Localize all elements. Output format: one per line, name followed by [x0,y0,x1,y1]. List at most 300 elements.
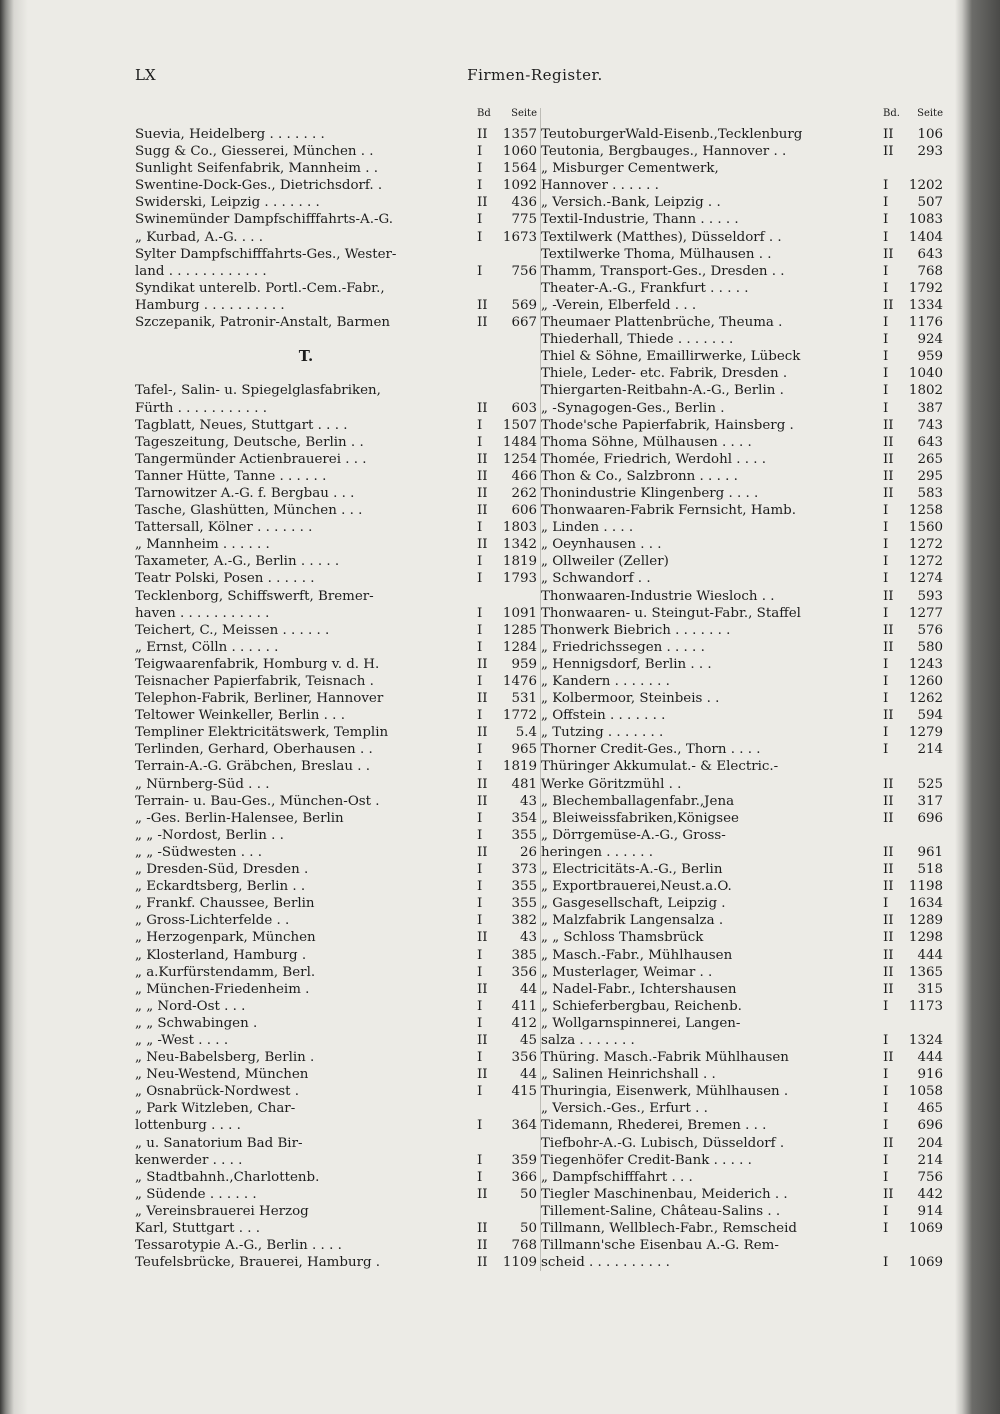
page-ref: 1176 [908,315,943,331]
page-ref: 1634 [908,896,943,912]
register-entry [541,211,943,228]
entry-name: Tiefbohr-A.-G. Lubisch, Düsseldorf . [541,1135,785,1151]
entry-name: Thonwerk Biebrich . . . . . . . [541,622,731,638]
page-ref: 317 [917,793,943,809]
entry-name: Textilwerk (Matthes), Düsseldorf . . [541,229,782,245]
page-ref: 1083 [908,212,943,228]
volume-number [477,382,499,399]
volume-number: II [883,947,894,963]
volume-number [477,1100,499,1117]
page-ref: 1564 [502,161,537,177]
volume-number: II [883,862,894,878]
entry-name: Tillmann, Wellblech-Fabr., Remscheid [541,1221,797,1236]
volume-number: I [477,1169,483,1185]
register-entry [541,314,943,331]
register-entry [135,981,537,998]
page-ref: 1258 [908,503,943,519]
volume-number: II [883,708,894,724]
register-entry [135,861,537,878]
register-entry [541,417,943,434]
entry-name: Tessarotypie A.-G., Berlin . . . . [135,1238,342,1254]
page-ref: 214 [917,742,943,758]
volume-number: I [883,349,889,365]
page-ref: 44 [519,1067,537,1083]
entry-name: „ Südende . . . . . . [135,1186,257,1202]
volume-number: II [477,1032,488,1048]
volume-number [477,588,499,605]
page-ref: 1262 [908,691,943,707]
page-ref: 593 [917,588,943,604]
entry-name: Templiner Elektricitätswerk, Templin [135,725,389,741]
register-entry [135,434,537,451]
register-entry [541,246,943,263]
register-entry [135,229,537,246]
register-entry [135,673,537,690]
register-entry [135,485,537,502]
register-entry [135,810,537,827]
register-entry [135,1254,537,1271]
page-ref: 43 [519,793,537,809]
entry-name: „ Hennigsdorf, Berlin . . . [541,656,712,672]
entry-name: „ Ollweiler (Zeller) [541,554,669,570]
volume-number: I [883,725,889,741]
volume-number: I [883,896,889,912]
page-ref: 961 [917,844,943,860]
page-ref: 1069 [908,1255,943,1271]
page-ref: 293 [917,144,943,160]
page-ref: 594 [917,708,943,724]
entry-name: Tiegenhöfer Credit-Bank . . . . . [541,1152,752,1168]
page-ref: 44 [519,981,537,997]
register-entry [541,964,943,981]
register-entry [541,1049,943,1066]
volume-number: I [477,708,483,724]
register-entry [541,929,943,946]
register-entry [541,1032,943,1049]
entry-name: Teatr Polski, Posen . . . . . . [135,571,315,587]
page-ref [499,588,537,605]
volume-number [477,280,499,297]
volume-number: I [477,229,483,245]
page-ref [499,348,537,365]
entry-name: Tafel-, Salin- u. Spiegelglasfabriken, [135,383,381,399]
page-ref: 262 [511,485,537,501]
page-ref: 26 [519,844,537,860]
volume-number: I [477,1084,483,1100]
register-entry [135,1100,537,1117]
page-ref: 1279 [908,725,943,741]
register-entry [135,502,537,519]
register-entry [541,724,943,741]
register-entry [541,1237,943,1254]
page-ref [499,382,537,399]
page-ref: 415 [511,1084,537,1100]
register-entry [135,776,537,793]
page-ref [499,365,537,382]
entry-name: Tillement-Saline, Château-Salins . . [541,1203,781,1219]
entry-name: „ Masch.-Fabr., Mühlhausen [541,947,733,963]
page-ref: 315 [917,981,943,997]
volume-number: I [883,674,889,689]
page-ref: 756 [917,1169,943,1185]
volume-number: I [883,742,889,758]
page-ref: 411 [511,998,537,1014]
register-entry [135,1117,537,1134]
page-ref: 696 [917,1118,943,1134]
page-ref [499,1100,537,1117]
entry-name: Teutonia, Bergbauges., Hannover . . [541,144,787,160]
volume-number: I [883,656,889,672]
volume-number: I [477,742,483,758]
entry-name: Sunlight Seifenfabrik, Mannheim . . [135,161,379,177]
volume-number: II [477,691,488,707]
entry-name: „ Neu-Westend, München [135,1067,309,1083]
page-ref: 356 [511,964,537,980]
left-entries [135,126,537,1271]
volume-number: I [477,161,483,177]
register-entry [541,143,943,160]
register-entry [541,758,943,775]
page-ref: 1069 [908,1221,943,1236]
page-ref: 355 [511,896,537,912]
volume-number: I [883,691,889,707]
page-ref: 265 [917,451,943,467]
entry-name: salza . . . . . . . [541,1032,635,1048]
volume-number: I [477,759,483,775]
register-entry [135,929,537,946]
entry-name: Hamburg . . . . . . . . . . [135,297,285,313]
entry-name: Textilwerke Thoma, Mülhausen . . [541,246,772,262]
volume-number: II [477,400,488,416]
volume-number: I [883,1221,889,1236]
register-entry [135,536,537,553]
register-entry [135,741,537,758]
volume-number: I [477,1015,483,1031]
page-ref: 1060 [502,144,537,160]
register-entry [541,810,943,827]
right-entries [541,126,943,1271]
entry-name: Thuringia, Eisenwerk, Mühlhausen . [541,1084,789,1100]
page-ref: 355 [511,879,537,895]
register-entry [541,570,943,587]
page-ref: 1243 [908,656,943,672]
page-ref: 583 [917,485,943,501]
volume-number: I [883,571,889,587]
volume-number: I [883,554,889,570]
register-entry [541,861,943,878]
right-column-header [541,108,943,126]
entry-name: „ Kolbermoor, Steinbeis . . [541,691,720,707]
page-ref: 295 [917,468,943,484]
register-entry [135,878,537,895]
entry-name: Theater-A.-G., Frankfurt . . . . . [541,280,749,296]
volume-number: II [883,417,894,433]
volume-number: II [477,1238,488,1254]
register-entry [135,605,537,622]
volume-number: II [883,793,894,809]
volume-number: I [883,537,889,553]
page-ref: 1324 [908,1032,943,1048]
page-ref [499,280,537,297]
register-entry [541,690,943,707]
volume-number: I [883,1084,889,1100]
entry-name: Thode'sche Papierfabrik, Hainsberg . [541,417,794,433]
entry-name: „ Schwandorf . . [541,571,651,587]
volume-number: I [883,1118,889,1134]
entry-name: Sugg & Co., Giesserei, München . . [135,144,374,160]
entry-name [135,365,477,382]
volume-number: I [477,1118,483,1134]
entry-name: „ -Verein, Elberfeld . . . [541,297,697,313]
page-ref [905,758,943,775]
volume-number: I [477,554,483,570]
page-ref: 1507 [502,417,537,433]
page-ref: 214 [917,1152,943,1168]
entry-name: „ Park Witzleben, Char- [135,1101,296,1117]
entry-name: „ Friedrichssegen . . . . . [541,639,705,655]
page-ref: 45 [519,1032,537,1048]
page-ref: 466 [511,468,537,484]
register-entry [541,1066,943,1083]
register-entry [541,1203,943,1220]
page-ref: 382 [511,913,537,929]
page-ref: 442 [917,1186,943,1202]
entry-name: Terlinden, Gerhard, Oberhausen . . [135,742,373,758]
volume-number: I [477,896,483,912]
register-entry [541,1186,943,1203]
left-column [135,108,537,1271]
volume-number: I [477,263,483,279]
entry-name: „ Blechemballagenfabr.,Jena [541,793,735,809]
bd-header: Bd [477,108,491,119]
register-entry [541,502,943,519]
volume-number: I [883,263,889,279]
entry-name: Teigwaarenfabrik, Homburg v. d. H. [135,656,380,672]
entry-name: Tattersall, Kölner . . . . . . . [135,520,313,536]
page-ref: 356 [511,1050,537,1066]
volume-number [477,348,499,365]
volume-number: II [883,622,894,638]
volume-number: I [477,827,483,843]
entry-name: „ Gasgesellschaft, Leipzig . [541,896,726,912]
volume-number: I [883,212,889,228]
entry-name: „ Wollgarnspinnerei, Langen- [541,1015,741,1031]
register-entry [135,690,537,707]
register-entry [135,895,537,912]
volume-number: II [477,930,488,946]
volume-number: I [883,400,889,416]
page-ref: 1173 [908,998,943,1014]
page-ref: 444 [917,1050,943,1066]
page-ref: 924 [917,332,943,348]
register-entry [541,1152,943,1169]
entry-name: „ a.Kurfürstendamm, Berl. [135,964,316,980]
volume-number: I [477,212,483,228]
volume-number: II [477,297,488,313]
section-letter [135,348,537,365]
entry-name: „ Dresden-Süd, Dresden . [135,862,309,878]
entry-name: „ Salinen Heinrichshall . . [541,1067,716,1083]
register-entry [541,588,943,605]
entry-name: „ Mannheim . . . . . . [135,537,270,553]
seite-header: Seite [511,108,537,119]
volume-number: II [477,451,488,467]
volume-number [883,1015,905,1032]
volume-number: II [477,1221,488,1236]
volume-number: II [883,144,894,160]
entry-name: TeutoburgerWald-Eisenb.,Tecklenburg [541,127,803,142]
volume-number: I [477,674,483,689]
right-column [540,108,943,1271]
volume-number [477,331,499,348]
page-ref: 1198 [908,879,943,895]
page-ref: 50 [519,1221,537,1236]
register-entry [135,656,537,673]
volume-number: II [477,468,488,484]
volume-number: I [883,605,889,621]
register-entry [541,519,943,536]
page-ref: 364 [511,1118,537,1134]
register-entry [541,229,943,246]
page-ref [499,331,537,348]
entry-name: Thonwaaren-Fabrik Fernsicht, Hamb. [541,503,797,519]
entry-name: „ Malzfabrik Langensalza . [541,913,724,929]
volume-number: II [477,1255,488,1271]
volume-number: II [883,964,894,980]
register-entry [541,160,943,177]
entry-name: „ Kurbad, A.-G. . . . [135,229,264,245]
register-entry [135,297,537,314]
volume-number: I [477,622,483,638]
volume-number: II [883,468,894,484]
register-entry [135,1186,537,1203]
page-ref: 643 [917,434,943,450]
volume-number: I [883,1203,889,1219]
bd-header: Bd. [883,108,900,119]
page-ref: 768 [511,1238,537,1254]
page-ref: 354 [511,810,537,826]
volume-number: I [883,1032,889,1048]
volume-number: II [883,485,894,501]
register-entry [541,126,943,143]
entry-name [135,331,477,348]
register-entry [135,912,537,929]
page-ref: 50 [519,1186,537,1202]
page-ref: 5.4 [515,725,537,741]
register-entry [135,211,537,228]
volume-number: I [883,1152,889,1168]
register-entry [541,912,943,929]
register-entry [135,314,537,331]
volume-number: II [883,434,894,450]
page-ref [905,1015,943,1032]
volume-number: II [883,930,894,946]
entry-name: Werke Göritzmühl . . [541,776,682,792]
entry-name: „ Vereinsbrauerei Herzog [135,1203,309,1219]
entry-name: Textil-Industrie, Thann . . . . . [541,212,739,228]
volume-number: II [477,793,488,809]
entry-name: Fürth . . . . . . . . . . . [135,400,267,416]
entry-name: kenwerder . . . . [135,1152,243,1168]
page-ref: 576 [917,622,943,638]
entry-name: Szczepanik, Patronir-Anstalt, Barmen [135,315,391,331]
register-entry [135,553,537,570]
register-entry [541,998,943,1015]
register-entry [541,1220,943,1237]
page-ref: 1298 [908,930,943,946]
volume-number: I [477,998,483,1014]
page-ref: 355 [511,827,537,843]
page-ref: 1357 [502,127,537,142]
entry-name: Teufelsbrücke, Brauerei, Hamburg . [135,1255,381,1271]
volume-number: I [883,1255,889,1271]
entry-name: Theumaer Plattenbrüche, Theuma . [541,315,783,331]
page-ref: 1274 [908,571,943,587]
register-entry [541,280,943,297]
page-ref: 1484 [502,434,537,450]
page-ref: 1272 [908,537,943,553]
volume-number: I [477,862,483,878]
page-ref: 1272 [908,554,943,570]
volume-number: I [477,571,483,587]
register-entry [541,776,943,793]
volume-number [883,758,905,775]
register-entry [541,827,943,844]
page-ref [905,827,943,844]
register-entry [135,1015,537,1032]
volume-number: II [477,503,488,519]
register-entry [541,177,943,194]
entry-name: Teltower Weinkeller, Berlin . . . [135,708,345,724]
entry-name: Thon & Co., Salzbronn . . . . . [541,468,738,484]
register-entry [135,1152,537,1169]
register-entry [541,1083,943,1100]
register-entry [135,451,537,468]
page-ref: 525 [917,776,943,792]
page-ref: 106 [917,127,943,142]
entry-name: „ Osnabrück-Nordwest . [135,1084,300,1100]
register-entry [541,331,943,348]
page-ref: 1792 [908,280,943,296]
register-entry [541,1117,943,1134]
entry-name: Tangermünder Actienbrauerei . . . [135,451,367,467]
entry-name: haven . . . . . . . . . . . [135,605,270,621]
register-entry [541,656,943,673]
entry-name: Tarnowitzer A.-G. f. Bergbau . . . [135,485,355,501]
volume-number: I [883,229,889,245]
page-ref: 444 [917,947,943,963]
entry-name: Swiderski, Leipzig . . . . . . . [135,195,320,211]
volume-number: I [883,332,889,348]
register-entry [135,400,537,417]
register-entry [541,485,943,502]
page-ref: 387 [917,400,943,416]
entry-name: Tecklenborg, Schiffswerft, Bremer- [135,588,374,604]
register-entry [541,1254,943,1271]
page-ref [905,1237,943,1254]
page-ref: 1058 [908,1084,943,1100]
register-entry [541,707,943,724]
seite-header: Seite [917,108,943,119]
entry-name: „ Ernst, Cölln . . . . . . [135,639,279,655]
volume-number [883,160,905,177]
volume-number: II [883,297,894,313]
register-entry [135,1032,537,1049]
page-ref: 412 [511,1015,537,1031]
volume-number: I [477,434,483,450]
entry-name: Thonindustrie Klingenberg . . . . [541,485,759,501]
page-ref: 1289 [908,913,943,929]
